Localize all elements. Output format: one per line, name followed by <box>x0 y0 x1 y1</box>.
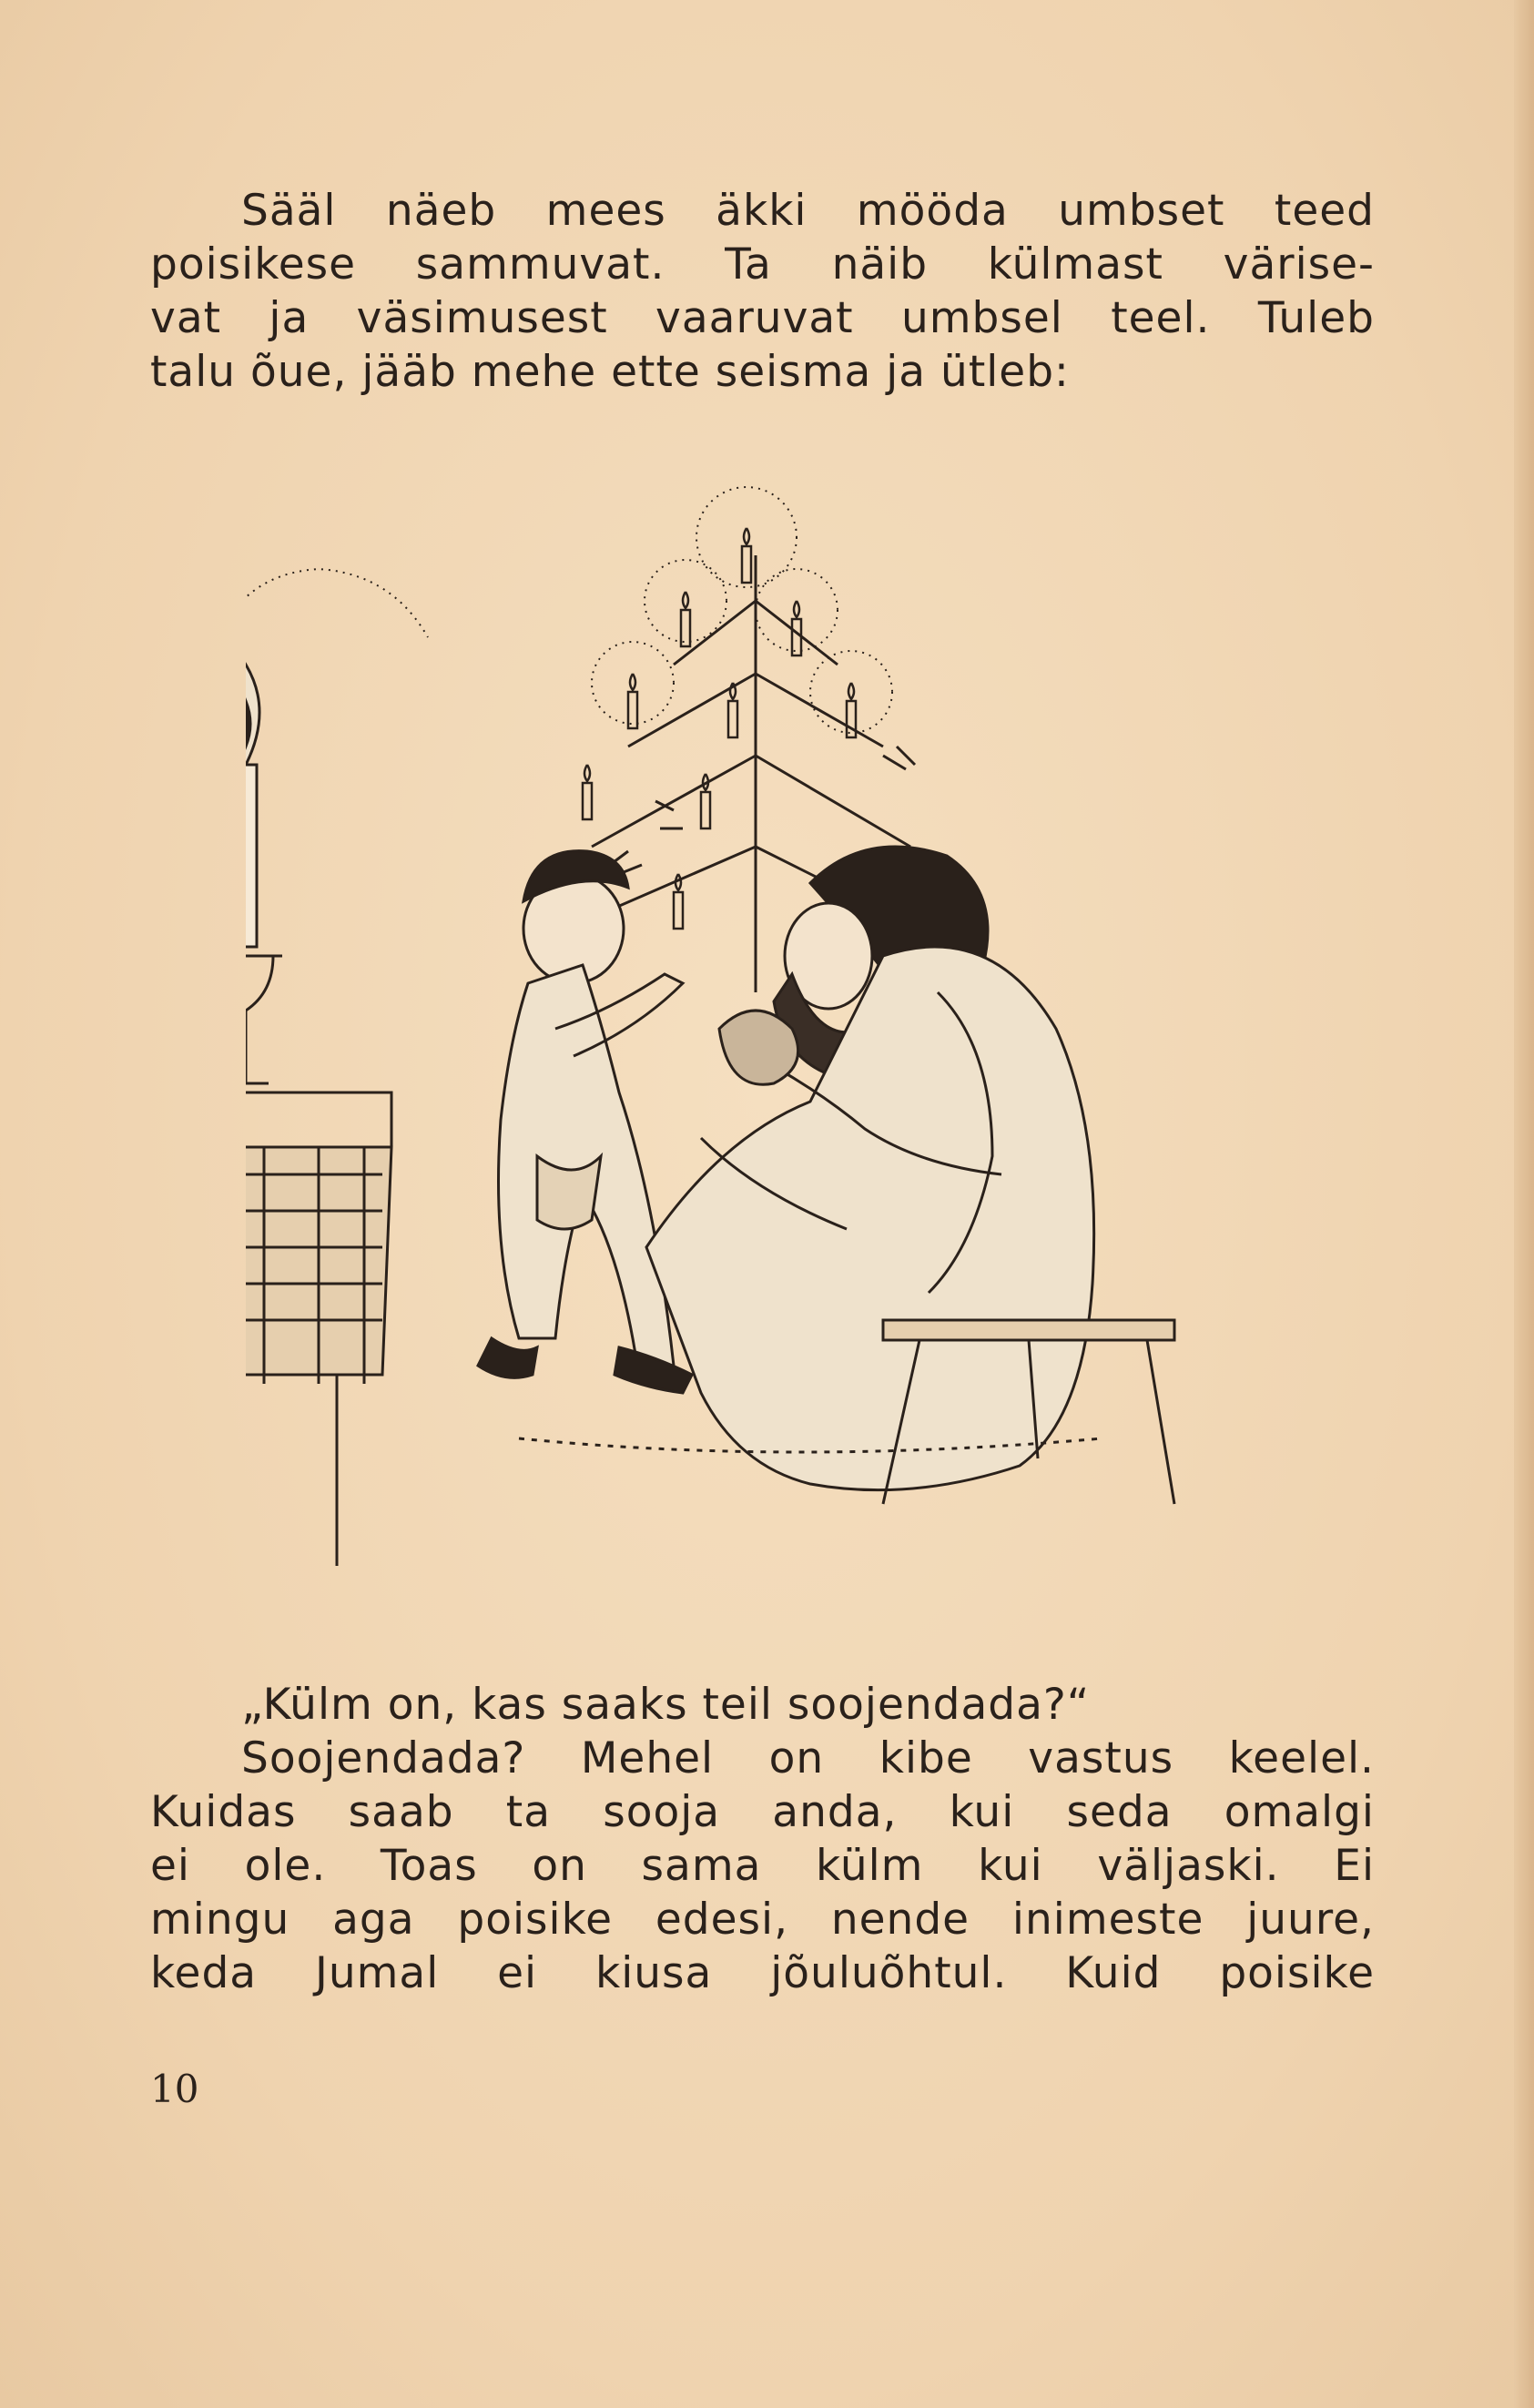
text-line: mingu aga poisike edesi, nende inimeste juure, <box>150 1895 1375 1945</box>
text-line: „Külm on, kas saaks teil soojendada?“ <box>241 1680 1091 1730</box>
text-line: keda Jumal ei kiusa jõuluõhtul. Kuid poisike <box>150 1948 1375 1998</box>
text-line: vat ja väsimusest vaaruvat umbsel teel. Tuleb <box>150 293 1375 343</box>
top-paragraph <box>150 184 1375 399</box>
text-line: Sääl näeb mees äkki mööda umbset teed <box>241 186 1375 236</box>
man-figure-icon <box>646 847 1094 1490</box>
candlestick-icon <box>246 665 282 1083</box>
text-line: poisikese sammuvat. Ta näib külmast värise- <box>150 239 1375 290</box>
boy-figure-icon <box>478 851 692 1393</box>
page-number: 10 <box>150 2067 199 2111</box>
page-edge-shadow <box>1514 0 1534 2408</box>
bottom-paragraph <box>150 1678 1375 2000</box>
tree-candles-icon <box>583 528 856 929</box>
text-line: ei ole. Toas on sama külm kui väljaski. Ei <box>150 1841 1375 1891</box>
illustration-man-and-boy-by-christmas-tree <box>246 483 1265 1575</box>
table-icon <box>246 1065 391 1566</box>
text-line: talu õue, jääb mehe ette seisma ja ütleb: <box>150 347 1070 397</box>
text-line: Kuidas saab ta sooja anda, kui seda omalgi <box>150 1787 1375 1837</box>
text-line: Soojendada? Mehel on kibe vastus keelel. <box>241 1733 1375 1783</box>
